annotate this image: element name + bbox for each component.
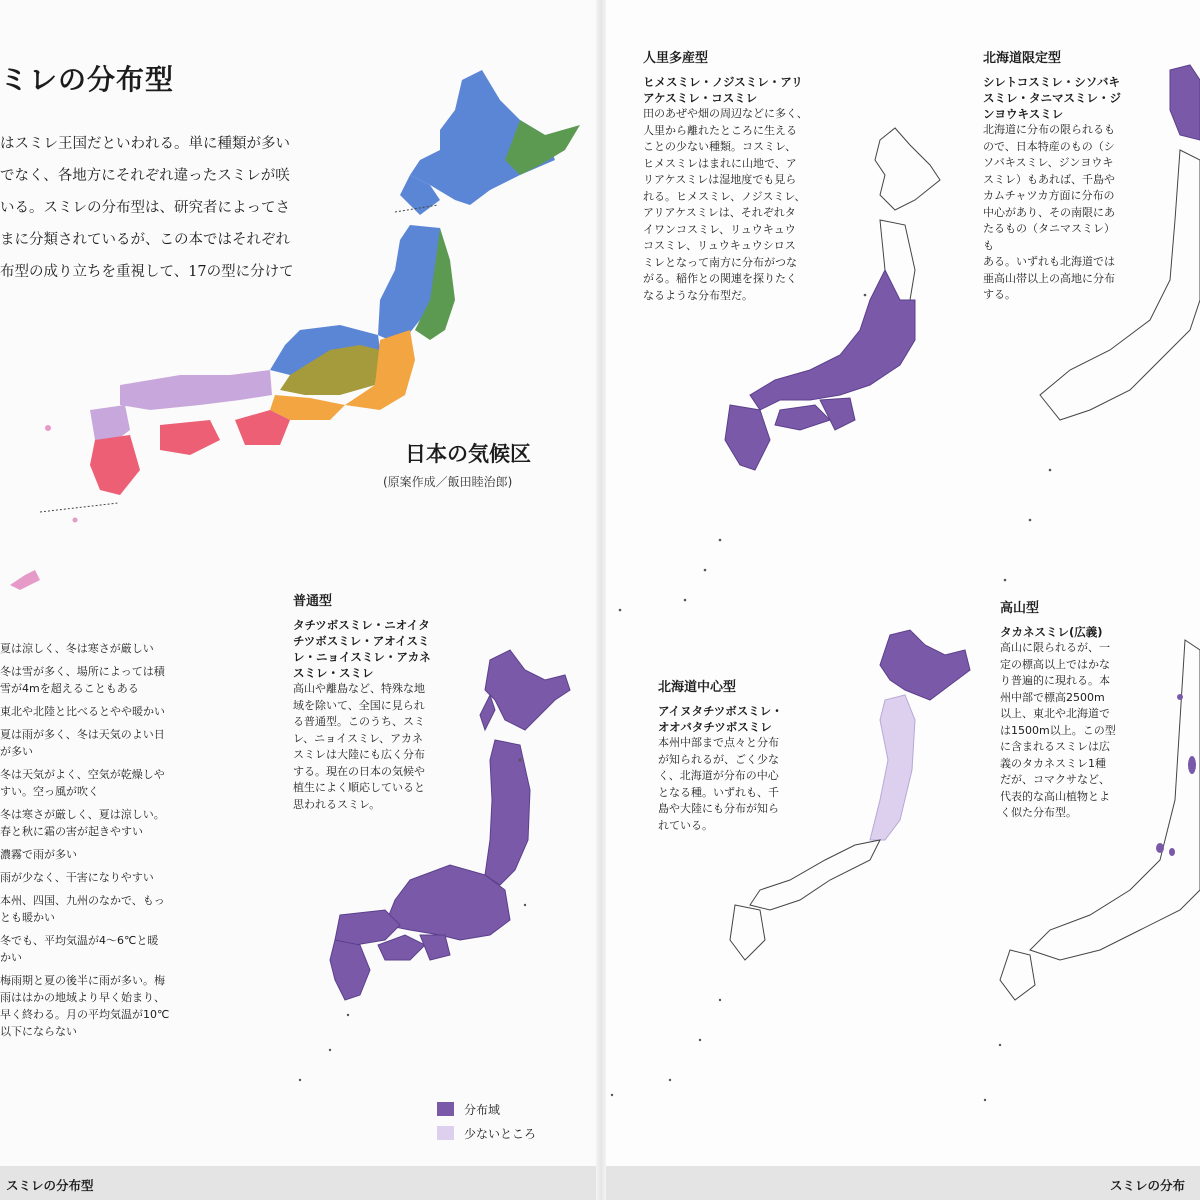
hokkaido-gentei-species: シレトコスミレ・シソバキ スミレ・タニマスミレ・ジ ンヨウキスミレ	[983, 75, 1121, 121]
climate-legend-item: 濃霧で雨が多い	[0, 848, 77, 861]
outline-kyushu-kozan	[1000, 950, 1035, 1000]
kozan-heading: 高山型	[1000, 601, 1040, 616]
futsu-species: タチツボスミレ・ニオイタ チツボスミレ・アオイスミ レ・ニョイスミレ・アカネ スミレ・スミレ	[293, 618, 431, 680]
climate-legend-item: 梅雨期と夏の後半に雨が多い。梅 雨ははかの地域より早く始まり、 早く終わる。月の平均気温が10℃ 以下にならない	[0, 974, 170, 1038]
climate-legend-item: 夏は涼しく、冬は寒さが厳しい	[0, 642, 154, 655]
hokkaido-gentei-heading: 北海道限定型	[983, 51, 1062, 66]
futsu-heading: 普通型	[293, 594, 333, 609]
hokkaido-chushin-description: 本州中部まで点々と分布 が知られるが、ごく少な く、北海道が分布の中心 となる種。いずれも、千 島や大陸にも分布が知ら れている。	[658, 736, 779, 832]
climate-legend-item: 冬でも、平均気温が4～6℃と暖 かい	[0, 934, 159, 964]
satoyama-species: ヒメスミレ・ノジスミレ・アリ アケスミレ・コスミレ	[643, 75, 803, 105]
intro-line: はスミレ王国だといわれる。単に種類が多い	[0, 136, 290, 152]
page-title: ミレの分布型	[0, 63, 175, 96]
intro-line: まに分類されているが、この本ではそれぞれ	[0, 232, 290, 248]
intro-line: 布型の成り立ちを重視して、17の型に分けて	[0, 264, 294, 280]
key-label: 少ないところ	[464, 1126, 537, 1141]
hokkaido-chushin-species: アイヌタチツボスミレ・ オオバタチツボスミレ	[658, 704, 783, 734]
climate-map-title: 日本の気候区	[405, 442, 531, 466]
satoyama-heading: 人里多産型	[643, 51, 709, 66]
climate-legend-item: 雨が少なく、干害になりやすい	[0, 871, 154, 884]
kozan-point	[1169, 848, 1175, 856]
kozan-point	[1188, 756, 1196, 774]
hokkaido-gentei-description: 北海道に分布の限られるも ので、日本特産のもの（シ ソバキスミレ、ジンヨウキ スミレ）もあれば、千島や カムチャツカ方面に分布の 中心があり、その南限にあ たるもの（タニマスミレ）も ある。いずれも北海道では 亜高山帯以上の高地に分布 する。	[983, 123, 1115, 301]
climate-legend-item: 夏は雨が多く、冬は天気のよい日 が多い	[0, 728, 165, 758]
climate-map-credit: (原案作成／飯田睦治郎)	[383, 475, 513, 489]
right-footer-text: スミレの分布	[1110, 1178, 1186, 1193]
intro-line: いる。スミレの分布型は、研究者によってさ	[0, 200, 290, 216]
climate-legend-item: 東北や北陸と比べるとやや暖かい	[0, 705, 165, 718]
kozan-species: タカネスミレ(広義)	[1000, 625, 1103, 639]
hokkaido-chushin-heading: 北海道中心型	[658, 680, 737, 695]
climate-legend-item: 冬は雪が多く、場所によっては積 雪が4mを超えることもある	[0, 665, 165, 695]
key-label: 分布域	[464, 1102, 501, 1117]
left-footer-text: スミレの分布型	[6, 1178, 94, 1193]
futsu-description: 高山や離島など、特殊な地 域を除いて、全国に見られ る普通型。このうち、スミ レ、ニョイスミレ、アカネ スミレは大陸にも広く分布 する。現在の日本の気候や 植生によく順応していると 思われるスミレ。	[293, 682, 425, 811]
satoyama-description: 田のあぜや畑の周辺などに多く、 人里から離れたところに生える ことの少ない種類。コスミレ、 ヒメスミレはまれに山地で、ア リアケスミレは湿地度でも見ら れる。ヒメスミレ、ノジスミレ、 アリアケスミレは、それぞれタ イワンコスミレ、リュウキュウ コスミレ、リュウキュウシロス ミレとなって南方に分布がつな がる。稲作との関連を探りたく なるような分布型だ。	[643, 107, 808, 302]
kozan-point	[1177, 694, 1183, 700]
intro-line: でなく、各地方にそれぞれ違ったスミレが咲	[0, 168, 290, 184]
kozan-point	[1156, 843, 1164, 853]
climate-legend-item: 冬は寒さが厳しく、夏は涼しい。 春と秋に霜の害が起きやすい	[0, 808, 165, 838]
kozan-text-block	[1000, 597, 1150, 822]
climate-legend-item: 本州、四国、九州のなかで、もっ とも暖かい	[0, 894, 165, 924]
climate-legend-item: 冬は天気がよく、空気が乾燥しや すい。空っ風が吹く	[0, 768, 165, 798]
kozan-description: 高山に限られるが、一 定の標高以上ではかな り普遍的に現れる。本 州中部で標高2500m 以上、東北や北海道で は1500m以上。この型 に含まれるスミレは広 義のタカネスミレ1種 だが、コマクサなど、 代表的な高山植物とよ く似た分布型。	[1000, 641, 1116, 819]
